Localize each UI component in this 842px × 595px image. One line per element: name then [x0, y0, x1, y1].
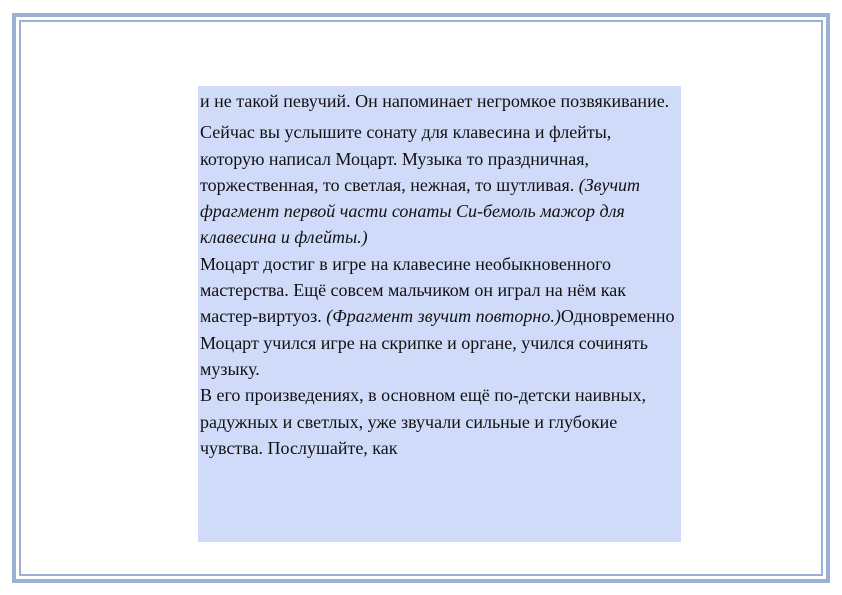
- slide-text-box: [198, 86, 681, 542]
- paragraph-3: [200, 251, 677, 382]
- paragraph-2-stage-direction: (Звучит фрагмент первой части сонаты Си-бемоль мажор для клавесина и флейты.): [200, 174, 641, 248]
- paragraph-3-stage-direction: (Фрагмент звучит повторно.): [326, 306, 561, 327]
- paragraph-2: [200, 119, 677, 250]
- paragraph-4: В его произведениях, в основном ещё по-детски наивных, радужных и светлых, уже звучали сильные и глубокие чувства. Послушайте, как: [200, 385, 646, 458]
- paragraph-2-text: Сейчас вы услышите сонату для клавесина и флейты, которую написал Моцарт. Музыка то праздничная, торжественная, то светлая, нежная, то шутливая.: [200, 122, 612, 195]
- paragraph-3-continuation: Одновременно Моцарт учился игре на скрипке и органе, учился сочинять музыку.: [200, 306, 675, 379]
- paragraph-1: и не такой певучий. Он напоминает негромкое позвякивание.: [200, 91, 670, 111]
- paragraph-3-text: Моцарт достиг в игре на клавесине необыкновенного мастерства. Ещё совсем мальчиком он играл на нём как мастер-виртуоз.: [200, 253, 626, 327]
